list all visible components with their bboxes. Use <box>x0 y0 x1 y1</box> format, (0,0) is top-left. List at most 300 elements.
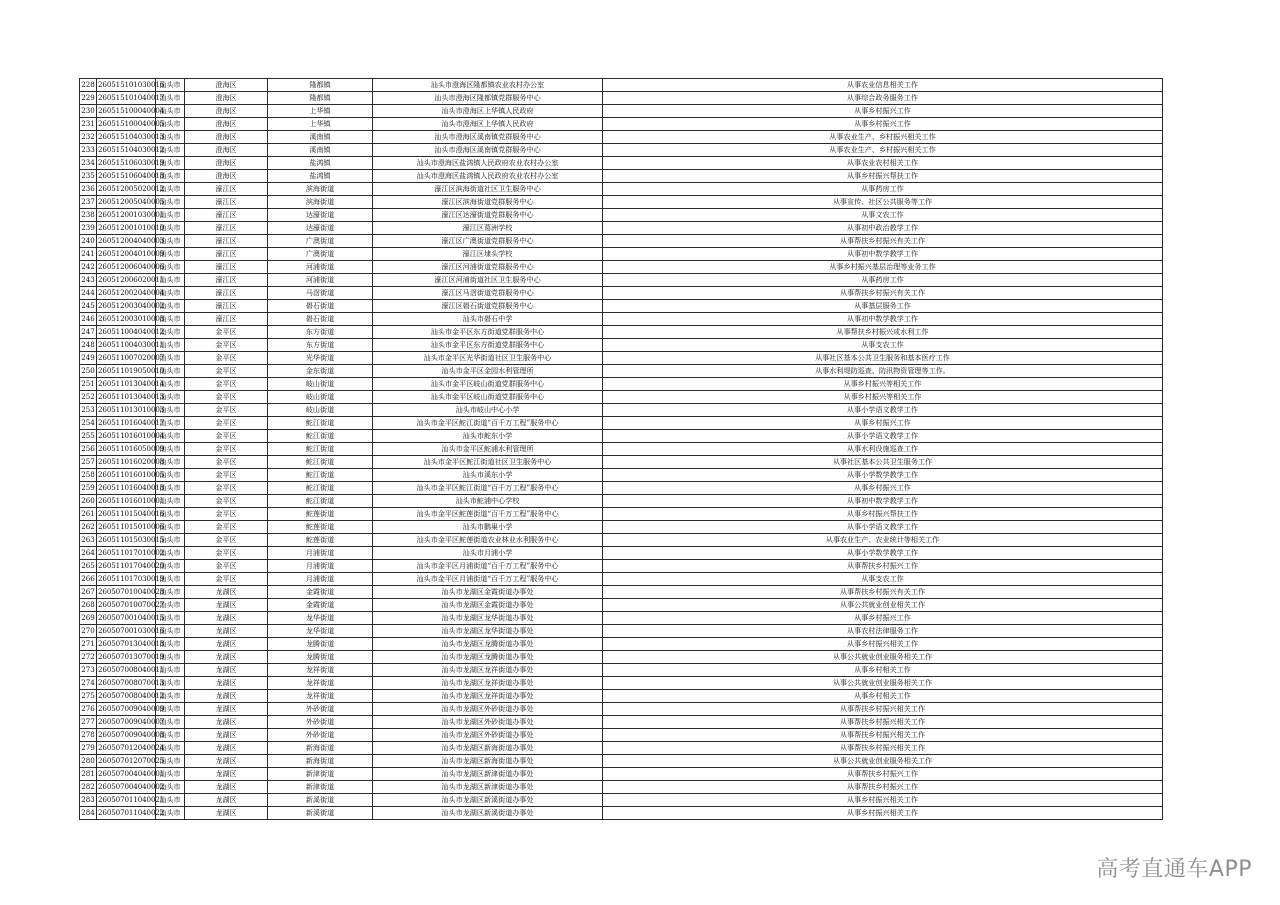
district-name: 金平区 <box>185 365 268 378</box>
position-code: 260511016040018 <box>97 482 156 495</box>
table-row <box>80 209 1163 222</box>
city-name: 汕头市 <box>156 274 185 287</box>
town-name: 鮀江街道 <box>268 495 373 508</box>
position-code: 260507013040018 <box>97 638 156 651</box>
row-number: 256 <box>80 443 97 456</box>
district-name: 金平区 <box>185 469 268 482</box>
city-name: 汕头市 <box>156 118 185 131</box>
table-row <box>80 313 1163 326</box>
district-name: 龙湖区 <box>185 794 268 807</box>
table-row <box>80 144 1163 157</box>
table-row <box>80 755 1163 768</box>
table-row <box>80 521 1163 534</box>
unit-name: 汕头市龙湖区新津街道办事处 <box>373 781 603 794</box>
district-name: 濠江区 <box>185 222 268 235</box>
position-code: 260511015040016 <box>97 508 156 521</box>
job-description: 从事乡村振兴帮扶工作 <box>603 170 1163 183</box>
town-name: 龙祥街道 <box>268 690 373 703</box>
city-name: 汕头市 <box>156 378 185 391</box>
city-name: 汕头市 <box>156 300 185 313</box>
position-code: 260512006020011 <box>97 274 156 287</box>
job-description: 从事乡村振兴帮扶工作 <box>603 508 1163 521</box>
unit-name: 汕头市龙湖区龙华街道办事处 <box>373 612 603 625</box>
position-code: 260507011040021 <box>97 794 156 807</box>
row-number: 246 <box>80 313 97 326</box>
job-description: 从事小学数学教学工作 <box>603 469 1163 482</box>
position-code: 260507012070025 <box>97 755 156 768</box>
position-code: 260511015010006 <box>97 521 156 534</box>
job-description: 从事帮扶乡村振兴相关工作 <box>603 729 1163 742</box>
job-description: 从事水利设施巡查工作 <box>603 443 1163 456</box>
unit-name: 汕头市金平区东方街道党群服务中心 <box>373 339 603 352</box>
city-name: 汕头市 <box>156 105 185 118</box>
position-code: 260507009040007 <box>97 716 156 729</box>
town-name: 外砂街道 <box>268 716 373 729</box>
job-description: 从事农村法律服务工作 <box>603 625 1163 638</box>
position-code: 260507009040008 <box>97 729 156 742</box>
town-name: 马滘街道 <box>268 287 373 300</box>
row-number: 255 <box>80 430 97 443</box>
position-code: 260507010070027 <box>97 599 156 612</box>
district-name: 金平区 <box>185 534 268 547</box>
row-number: 251 <box>80 378 97 391</box>
job-description: 从事公共就业创业服务相关工作 <box>603 677 1163 690</box>
table-body <box>80 79 1163 820</box>
unit-name: 汕头市龙湖区外砂街道办事处 <box>373 729 603 742</box>
job-description: 从事乡村振兴相关工作 <box>603 638 1163 651</box>
district-name: 金平区 <box>185 391 268 404</box>
position-code: 260512005020012 <box>97 183 156 196</box>
table-row <box>80 92 1163 105</box>
position-code: 260515104030012 <box>97 144 156 157</box>
unit-name: 汕头市龙湖区金霞街道办事处 <box>373 599 603 612</box>
unit-name: 汕头市鮀浦中心学校 <box>373 495 603 508</box>
town-name: 金东街道 <box>268 365 373 378</box>
town-name: 新溪街道 <box>268 794 373 807</box>
city-name: 汕头市 <box>156 794 185 807</box>
city-name: 汕头市 <box>156 612 185 625</box>
city-name: 汕头市 <box>156 482 185 495</box>
job-description: 从事社区基本公共卫生服务和基本医疗工作 <box>603 352 1163 365</box>
row-number: 283 <box>80 794 97 807</box>
unit-name: 濠江区广澳街道党群服务中心 <box>373 235 603 248</box>
town-name: 龙华街道 <box>268 625 373 638</box>
row-number: 282 <box>80 781 97 794</box>
job-description: 从事水利堤防巡查、防汛物资管理等工作。 <box>603 365 1163 378</box>
row-number: 239 <box>80 222 97 235</box>
job-description: 从事农业生产、乡村振兴相关工作 <box>603 144 1163 157</box>
position-code: 260507009040009 <box>97 703 156 716</box>
position-code: 260511013040013 <box>97 391 156 404</box>
district-name: 澄海区 <box>185 118 268 131</box>
row-number: 264 <box>80 547 97 560</box>
district-name: 龙湖区 <box>185 716 268 729</box>
city-name: 汕头市 <box>156 131 185 144</box>
row-number: 247 <box>80 326 97 339</box>
district-name: 金平区 <box>185 573 268 586</box>
town-name: 龙华街道 <box>268 612 373 625</box>
district-name: 龙湖区 <box>185 664 268 677</box>
job-description: 从事帮扶乡村振兴工作 <box>603 768 1163 781</box>
city-name: 汕头市 <box>156 573 185 586</box>
table-row <box>80 729 1163 742</box>
position-code: 260512003010008 <box>97 313 156 326</box>
job-description: 从事公共就业创业相关工作 <box>603 599 1163 612</box>
row-number: 284 <box>80 807 97 820</box>
row-number: 278 <box>80 729 97 742</box>
row-number: 237 <box>80 196 97 209</box>
position-code: 260511015030015 <box>97 534 156 547</box>
unit-name: 汕头市月浦小学 <box>373 547 603 560</box>
city-name: 汕头市 <box>156 261 185 274</box>
district-name: 濠江区 <box>185 287 268 300</box>
city-name: 汕头市 <box>156 508 185 521</box>
job-description: 从事小学语文教学工作 <box>603 430 1163 443</box>
district-name: 龙湖区 <box>185 612 268 625</box>
position-code: 260511004040012 <box>97 326 156 339</box>
table-row <box>80 534 1163 547</box>
unit-name: 汕头市礐石中学 <box>373 313 603 326</box>
row-number: 261 <box>80 508 97 521</box>
district-name: 金平区 <box>185 352 268 365</box>
district-name: 龙湖区 <box>185 807 268 820</box>
district-name: 龙湖区 <box>185 677 268 690</box>
town-name: 鮀江街道 <box>268 469 373 482</box>
town-name: 鮀莲街道 <box>268 534 373 547</box>
row-number: 270 <box>80 625 97 638</box>
unit-name: 汕头市澄海区溪南镇党群服务中心 <box>373 131 603 144</box>
town-name: 鮀江街道 <box>268 417 373 430</box>
position-code: 260511004030011 <box>97 339 156 352</box>
city-name: 汕头市 <box>156 183 185 196</box>
district-name: 龙湖区 <box>185 781 268 794</box>
job-description: 从事帮扶乡村振兴相关工作 <box>603 716 1163 729</box>
district-name: 金平区 <box>185 326 268 339</box>
district-name: 龙湖区 <box>185 755 268 768</box>
table-row <box>80 235 1163 248</box>
city-name: 汕头市 <box>156 313 185 326</box>
town-name: 东方街道 <box>268 326 373 339</box>
unit-name: 汕头市澄海区上华镇人民政府 <box>373 118 603 131</box>
district-name: 龙湖区 <box>185 742 268 755</box>
table-row <box>80 573 1163 586</box>
town-name: 礐石街道 <box>268 300 373 313</box>
town-name: 月浦街道 <box>268 547 373 560</box>
city-name: 汕头市 <box>156 456 185 469</box>
row-number: 236 <box>80 183 97 196</box>
position-code: 260512004010009 <box>97 248 156 261</box>
row-number: 233 <box>80 144 97 157</box>
district-name: 龙湖区 <box>185 638 268 651</box>
position-code: 260511017010002 <box>97 547 156 560</box>
district-name: 澄海区 <box>185 79 268 92</box>
table-row <box>80 456 1163 469</box>
row-number: 243 <box>80 274 97 287</box>
position-code: 260507013070019 <box>97 651 156 664</box>
district-name: 濠江区 <box>185 235 268 248</box>
table-row <box>80 443 1163 456</box>
row-number: 245 <box>80 300 97 313</box>
unit-name: 汕头市龙湖区金霞街道办事处 <box>373 586 603 599</box>
row-number: 230 <box>80 105 97 118</box>
unit-name: 濠江区滨海街道党群服务中心 <box>373 196 603 209</box>
table-row <box>80 300 1163 313</box>
city-name: 汕头市 <box>156 625 185 638</box>
unit-name: 汕头市澄海区隆都镇农业农村办公室 <box>373 79 603 92</box>
city-name: 汕头市 <box>156 638 185 651</box>
city-name: 汕头市 <box>156 729 185 742</box>
city-name: 汕头市 <box>156 235 185 248</box>
job-description: 从事帮扶乡村振兴或水利工作 <box>603 326 1163 339</box>
district-name: 金平区 <box>185 339 268 352</box>
town-name: 隆都镇 <box>268 79 373 92</box>
row-number: 281 <box>80 768 97 781</box>
unit-name: 濠江区河浦街道社区卫生服务中心 <box>373 274 603 287</box>
position-code: 260512001030001 <box>97 209 156 222</box>
district-name: 濠江区 <box>185 183 268 196</box>
row-number: 262 <box>80 521 97 534</box>
district-name: 濠江区 <box>185 209 268 222</box>
row-number: 273 <box>80 664 97 677</box>
job-description: 从事帮扶乡村振兴有关工作 <box>603 287 1163 300</box>
city-name: 汕头市 <box>156 417 185 430</box>
job-description: 从事初中数学教学工作 <box>603 248 1163 261</box>
city-name: 汕头市 <box>156 352 185 365</box>
table-row <box>80 716 1163 729</box>
row-number: 242 <box>80 261 97 274</box>
city-name: 汕头市 <box>156 547 185 560</box>
position-code: 260515106030019 <box>97 157 156 170</box>
district-name: 濠江区 <box>185 274 268 287</box>
job-description: 从事基层服务工作 <box>603 300 1163 313</box>
city-name: 汕头市 <box>156 807 185 820</box>
table-row <box>80 183 1163 196</box>
town-name: 新溪街道 <box>268 807 373 820</box>
table-row <box>80 157 1163 170</box>
town-name: 河浦街道 <box>268 274 373 287</box>
city-name: 汕头市 <box>156 339 185 352</box>
position-code: 260507008070013 <box>97 677 156 690</box>
district-name: 澄海区 <box>185 105 268 118</box>
table-row <box>80 651 1163 664</box>
unit-name: 汕头市龙湖区新溪街道办事处 <box>373 807 603 820</box>
job-description: 从事帮扶乡村振兴有关工作 <box>603 586 1163 599</box>
position-code: 260507010040028 <box>97 586 156 599</box>
town-name: 达濠街道 <box>268 209 373 222</box>
table-row <box>80 690 1163 703</box>
district-name: 金平区 <box>185 417 268 430</box>
unit-name: 汕头市澄海区盐鸿镇人民政府农业农村办公室 <box>373 157 603 170</box>
row-number: 280 <box>80 755 97 768</box>
table-row <box>80 118 1163 131</box>
row-number: 240 <box>80 235 97 248</box>
table-row <box>80 495 1163 508</box>
row-number: 269 <box>80 612 97 625</box>
job-description: 从事初中数学教学工作 <box>603 495 1163 508</box>
unit-name: 汕头市金平区鮀江街道社区卫生服务中心 <box>373 456 603 469</box>
district-name: 龙湖区 <box>185 729 268 742</box>
job-description: 从事帮扶乡村振兴相关工作 <box>603 742 1163 755</box>
district-name: 澄海区 <box>185 144 268 157</box>
town-name: 新海街道 <box>268 755 373 768</box>
unit-name: 濠江区葛洲学校 <box>373 222 603 235</box>
unit-name: 汕头市金平区光华街道社区卫生服务中心 <box>373 352 603 365</box>
row-number: 260 <box>80 495 97 508</box>
row-number: 274 <box>80 677 97 690</box>
table-row <box>80 638 1163 651</box>
unit-name: 汕头市鮀东小学 <box>373 430 603 443</box>
unit-name: 汕头市鹳巢小学 <box>373 521 603 534</box>
city-name: 汕头市 <box>156 79 185 92</box>
unit-name: 汕头市金平区岐山街道党群服务中心 <box>373 378 603 391</box>
city-name: 汕头市 <box>156 144 185 157</box>
table-row <box>80 378 1163 391</box>
table-row <box>80 599 1163 612</box>
town-name: 岐山街道 <box>268 391 373 404</box>
district-name: 龙湖区 <box>185 625 268 638</box>
table-row <box>80 391 1163 404</box>
town-name: 龙腾街道 <box>268 651 373 664</box>
table-row <box>80 339 1163 352</box>
district-name: 龙湖区 <box>185 768 268 781</box>
city-name: 汕头市 <box>156 326 185 339</box>
unit-name: 汕头市龙湖区新溪街道办事处 <box>373 794 603 807</box>
district-name: 澄海区 <box>185 92 268 105</box>
city-name: 汕头市 <box>156 287 185 300</box>
table-row <box>80 482 1163 495</box>
position-code: 260507001040015 <box>97 612 156 625</box>
table-row <box>80 664 1163 677</box>
table-row <box>80 807 1163 820</box>
city-name: 汕头市 <box>156 391 185 404</box>
city-name: 汕头市 <box>156 651 185 664</box>
position-code: 260507008040012 <box>97 690 156 703</box>
unit-name: 汕头市金平区岐山街道党群服务中心 <box>373 391 603 404</box>
district-name: 濠江区 <box>185 196 268 209</box>
unit-name: 濠江区埭头学校 <box>373 248 603 261</box>
row-number: 244 <box>80 287 97 300</box>
position-code: 260507008040011 <box>97 664 156 677</box>
district-name: 龙湖区 <box>185 703 268 716</box>
unit-name: 濠江区礐石街道党群服务中心 <box>373 300 603 313</box>
position-code: 260512002040004 <box>97 287 156 300</box>
row-number: 265 <box>80 560 97 573</box>
town-name: 外砂街道 <box>268 729 373 742</box>
job-description: 从事乡村相关工作 <box>603 690 1163 703</box>
unit-name: 汕头市澄海区上华镇人民政府 <box>373 105 603 118</box>
job-description: 从事乡村振兴相关工作 <box>603 807 1163 820</box>
row-number: 279 <box>80 742 97 755</box>
job-description: 从事帮扶乡村振兴工作 <box>603 560 1163 573</box>
row-number: 228 <box>80 79 97 92</box>
district-name: 澄海区 <box>185 131 268 144</box>
job-description: 从事农业农村相关工作 <box>603 157 1163 170</box>
town-name: 金霞街道 <box>268 586 373 599</box>
row-number: 267 <box>80 586 97 599</box>
district-name: 濠江区 <box>185 313 268 326</box>
town-name: 滨海街道 <box>268 196 373 209</box>
district-name: 金平区 <box>185 430 268 443</box>
position-code: 260515100040004 <box>97 105 156 118</box>
district-name: 金平区 <box>185 560 268 573</box>
table-row <box>80 742 1163 755</box>
town-name: 鮀江街道 <box>268 482 373 495</box>
town-name: 龙祥街道 <box>268 664 373 677</box>
table-row <box>80 404 1163 417</box>
district-name: 金平区 <box>185 443 268 456</box>
town-name: 鮀江街道 <box>268 456 373 469</box>
row-number: 253 <box>80 404 97 417</box>
table-row <box>80 508 1163 521</box>
unit-name: 汕头市龙湖区新海街道办事处 <box>373 742 603 755</box>
job-description: 从事帮扶乡村振兴相关工作 <box>603 703 1163 716</box>
unit-name: 汕头市金平区月浦街道“百千万工程”服务中心 <box>373 573 603 586</box>
district-name: 澄海区 <box>185 157 268 170</box>
table-row <box>80 768 1163 781</box>
city-name: 汕头市 <box>156 222 185 235</box>
row-number: 232 <box>80 131 97 144</box>
city-name: 汕头市 <box>156 209 185 222</box>
town-name: 光华街道 <box>268 352 373 365</box>
row-number: 234 <box>80 157 97 170</box>
position-code: 260512004040003 <box>97 235 156 248</box>
position-code: 260515101040017 <box>97 92 156 105</box>
town-name: 溪南镇 <box>268 144 373 157</box>
town-name: 溪南镇 <box>268 131 373 144</box>
unit-name: 汕头市龙湖区龙腾街道办事处 <box>373 651 603 664</box>
table-row <box>80 781 1163 794</box>
district-name: 金平区 <box>185 404 268 417</box>
town-name: 金霞街道 <box>268 599 373 612</box>
table-row <box>80 248 1163 261</box>
unit-name: 濠江区马滘街道党群服务中心 <box>373 287 603 300</box>
city-name: 汕头市 <box>156 599 185 612</box>
unit-name: 汕头市龙湖区新津街道办事处 <box>373 768 603 781</box>
city-name: 汕头市 <box>156 664 185 677</box>
unit-name: 汕头市金平区鮀浦水利管理所 <box>373 443 603 456</box>
job-description: 从事支农工作 <box>603 339 1163 352</box>
position-code: 260511007020007 <box>97 352 156 365</box>
unit-name: 汕头市龙湖区龙祥街道办事处 <box>373 690 603 703</box>
row-number: 231 <box>80 118 97 131</box>
position-code: 260511017030019 <box>97 573 156 586</box>
position-code: 260507004040001 <box>97 768 156 781</box>
position-code: 260511017040020 <box>97 560 156 573</box>
city-name: 汕头市 <box>156 521 185 534</box>
position-code: 260511016050009 <box>97 443 156 456</box>
city-name: 汕头市 <box>156 703 185 716</box>
job-description: 从事综合政务服务工作 <box>603 92 1163 105</box>
district-name: 濠江区 <box>185 248 268 261</box>
position-code: 260511013010003 <box>97 404 156 417</box>
job-description: 从事乡村振兴基层治理等业务工作 <box>603 261 1163 274</box>
unit-name: 汕头市澄海区溪南镇党群服务中心 <box>373 144 603 157</box>
position-code: 260511016040017 <box>97 417 156 430</box>
job-description: 从事小学语文教学工作 <box>603 404 1163 417</box>
district-name: 龙湖区 <box>185 690 268 703</box>
city-name: 汕头市 <box>156 716 185 729</box>
city-name: 汕头市 <box>156 430 185 443</box>
town-name: 岐山街道 <box>268 378 373 391</box>
unit-name: 汕头市龙湖区龙华街道办事处 <box>373 625 603 638</box>
unit-name: 汕头市溪东小学 <box>373 469 603 482</box>
city-name: 汕头市 <box>156 495 185 508</box>
row-number: 229 <box>80 92 97 105</box>
city-name: 汕头市 <box>156 248 185 261</box>
town-name: 岐山街道 <box>268 404 373 417</box>
job-description: 从事公共就业创业服务相关工作 <box>603 755 1163 768</box>
position-code: 260512006040006 <box>97 261 156 274</box>
